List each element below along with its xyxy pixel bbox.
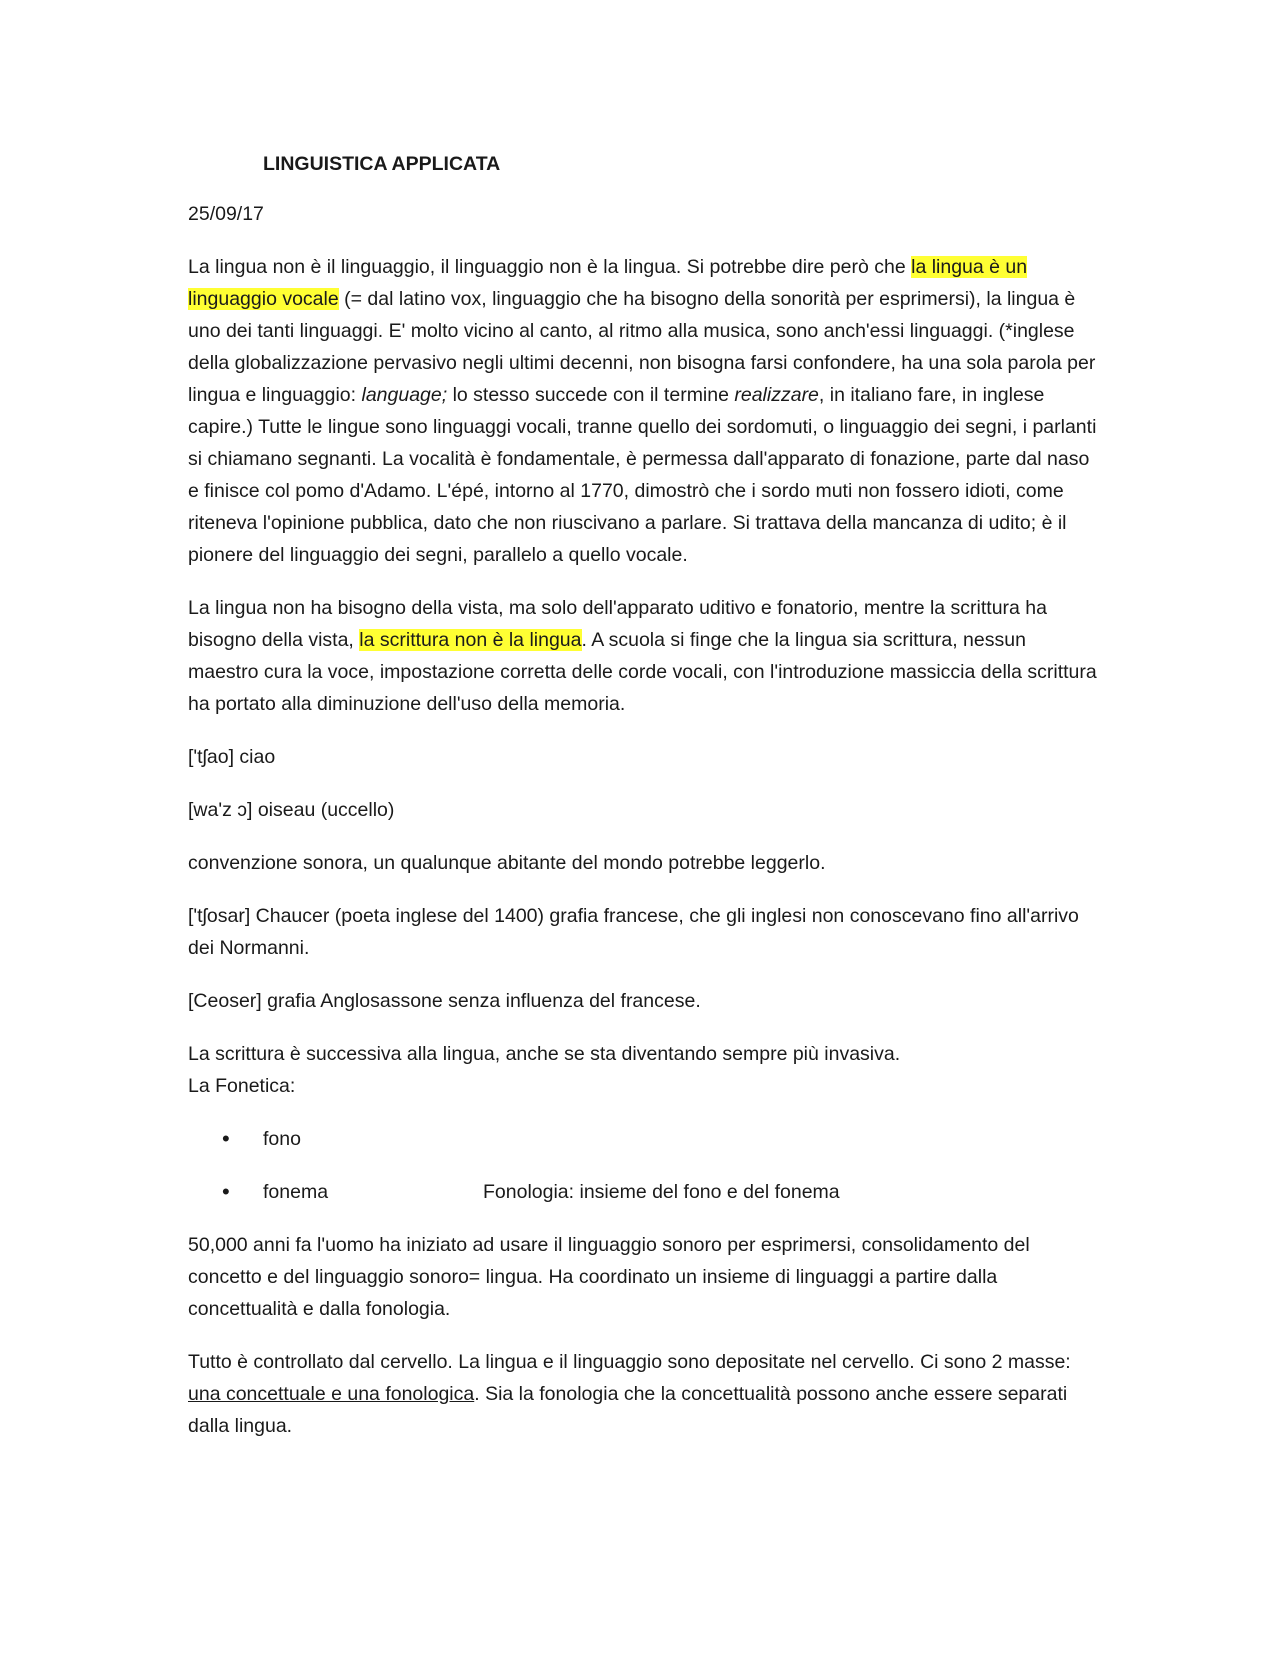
document-page (188, 148, 1098, 1463)
paragraph-1 (188, 251, 1098, 571)
paragraph-scrittura: La scrittura è successiva alla lingua, anche se sta diventando sempre più invasiva. (188, 1043, 901, 1065)
bullet-item-fono (188, 1123, 1098, 1155)
paragraph-ciao: ['tʃao] ciao (188, 746, 276, 768)
paragraph-fonetica: La Fonetica: (188, 1075, 296, 1097)
p1-text-c: lo stesso succede con il termine (447, 384, 735, 406)
date-line: 25/09/17 (188, 203, 264, 225)
paragraph-convenzione: convenzione sonora, un qualunque abitante del mondo potrebbe leggerlo. (188, 852, 826, 874)
p1-text-a: La lingua non è il linguaggio, il linguaggio non è la lingua. Si potrebbe dire però che (188, 256, 912, 278)
bullet-text-fonema: fonema (263, 1181, 329, 1203)
paragraph-oiseau: [wa'z ɔ] oiseau (uccello) (188, 799, 395, 821)
p2-text-a: La lingua non ha bisogno della vista, ma solo dell'apparato uditivo e fonatorio, mentre la scrittura ha bisogno della vista, (188, 597, 1047, 651)
p11-text-a: Tutto è controllato dal cervello. La lingua e il linguaggio sono depositate nel cervello. Ci sono 2 masse: (188, 1351, 1071, 1373)
p1-text-d: , in italiano fare, in inglese capire.) Tutte le lingue sono linguaggi vocali, tranne quello dei sordomuti, o linguaggio dei segni, i parlanti si chiamano segnanti. La vocalità è fondamentale, è permessa dall'apparato di fonazione, parte dal naso e finisce col pomo d'Adamo. L'épé, intorno al 1770, dimostrò che i sordo muti non fossero idioti, come riteneva l'opinione pubblica, dato che non riuscivano a parlare. Si trattava della mancanza di udito; è il pionere del linguaggio dei segni, parallelo a quello vocale. (188, 384, 1097, 566)
bullet-list (188, 1123, 1098, 1208)
fonologia-note: Fonologia: insieme del fono e del fonema (483, 1181, 840, 1203)
p11-text-b: . Sia la fonologia che la concettualità possono anche essere separati dalla lingua. (188, 1383, 1068, 1437)
paragraph-cervello (188, 1346, 1098, 1442)
paragraph-chaucer: ['tʃosar] Chaucer (poeta inglese del 1400) grafia francese, che gli inglesi non conoscevano fino all'arrivo dei Normanni. (188, 905, 1079, 959)
bullet-item-fonema (188, 1176, 1098, 1208)
p1-highlight: la lingua è un linguaggio vocale (188, 256, 1028, 310)
p1-italic-language: language; (361, 384, 448, 406)
paragraph-2 (188, 592, 1098, 720)
document-title: LINGUISTICA APPLICATA (263, 153, 501, 175)
p2-highlight: la scrittura non è la lingua (359, 629, 582, 651)
p1-text-b: (= dal latino vox, linguaggio che ha bisogno della sonorità per esprimersi), la lingua è uno dei tanti linguaggi. E' molto vicino al canto, al ritmo alla musica, sono anch'essi linguaggi. (*inglese della globalizzazione pervasivo negli ultimi decenni, non bisogna farsi confondere, ha una sola parola per lingua e linguaggio: (188, 288, 1096, 406)
p1-italic-realizzare: realizzare (734, 384, 819, 406)
paragraph-50000-anni: 50,000 anni fa l'uomo ha iniziato ad usare il linguaggio sonoro per esprimersi, consolidamento del concetto e del linguaggio sonoro= lingua. Ha coordinato un insieme di linguaggi a partire dalla concettualità e dalla fonologia. (188, 1234, 1030, 1320)
p11-underlined: una concettuale e una fonologica (188, 1383, 475, 1405)
paragraph-ceoser: [Ceoser] grafia Anglosassone senza influenza del francese. (188, 990, 701, 1012)
p2-text-b: . A scuola si finge che la lingua sia scrittura, nessun maestro cura la voce, impostazione corretta delle corde vocali, con l'introduzione massiccia della scrittura ha portato alla diminuzione dell'uso della memoria. (188, 629, 1097, 715)
bullet-text-fono: fono (263, 1128, 301, 1150)
